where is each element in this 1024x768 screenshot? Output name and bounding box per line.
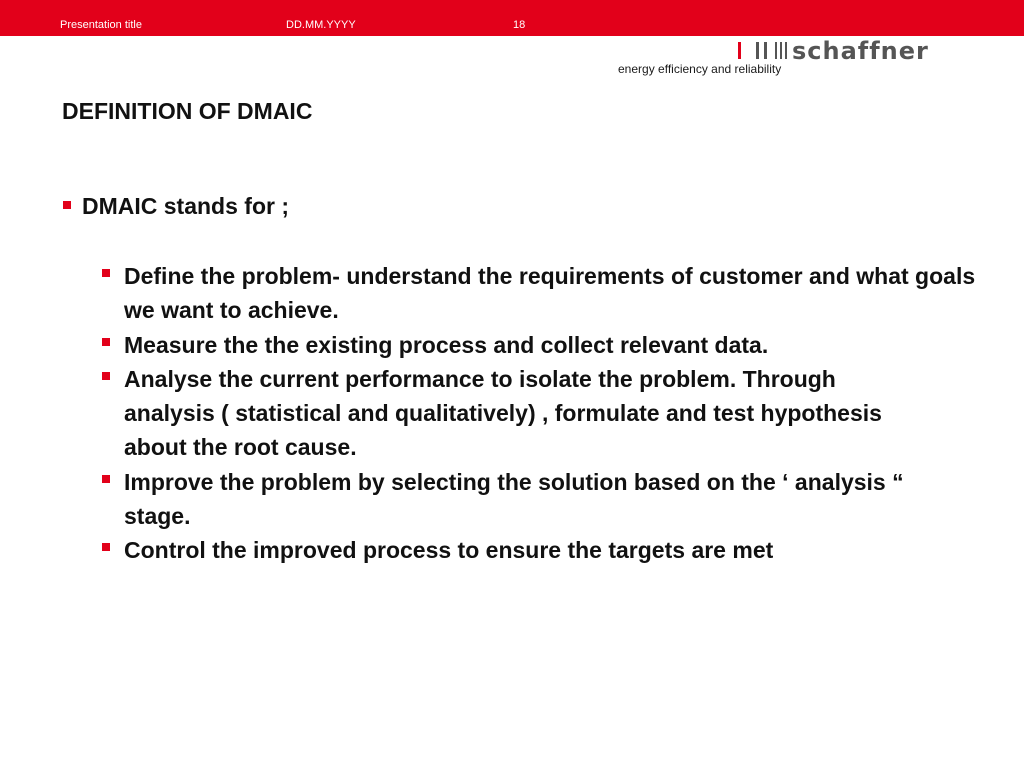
slide-title: DEFINITION OF DMAIC [62, 98, 313, 124]
bullet-marker [102, 338, 110, 346]
presentation-date: DD.MM.YYYY [286, 19, 356, 31]
bullet-marker [102, 269, 110, 277]
logo-tagline: energy efficiency and reliability [618, 62, 782, 76]
page-number: 18 [513, 19, 526, 31]
presentation-title: Presentation title [60, 19, 142, 31]
bullet-marker [102, 475, 110, 483]
list-item-improve: Improve the problem by selecting the solution based on the ‘ analysis “ stage. [124, 469, 904, 529]
list-item-analyse: Analyse the current performance to isolate the problem. Through analysis ( statistical and qualitatively) , formulate and test hypothesis about the root cause. [124, 366, 882, 460]
bullet-marker [102, 543, 110, 551]
intro-bullet: DMAIC stands for ; [82, 193, 289, 219]
bullet-marker [63, 201, 71, 209]
schaffner-logo [738, 40, 968, 62]
bullet-marker [102, 372, 110, 380]
list-item-control: Control the improved process to ensure the targets are met [124, 537, 774, 563]
list-item-measure: Measure the the existing process and collect relevant data. [124, 332, 769, 358]
header-bar [0, 0, 1024, 36]
list-item-define: Define the problem- understand the requirements of customer and what goals we want to achieve. [124, 263, 976, 323]
svg-text:schaffner: schaffner [792, 40, 929, 62]
